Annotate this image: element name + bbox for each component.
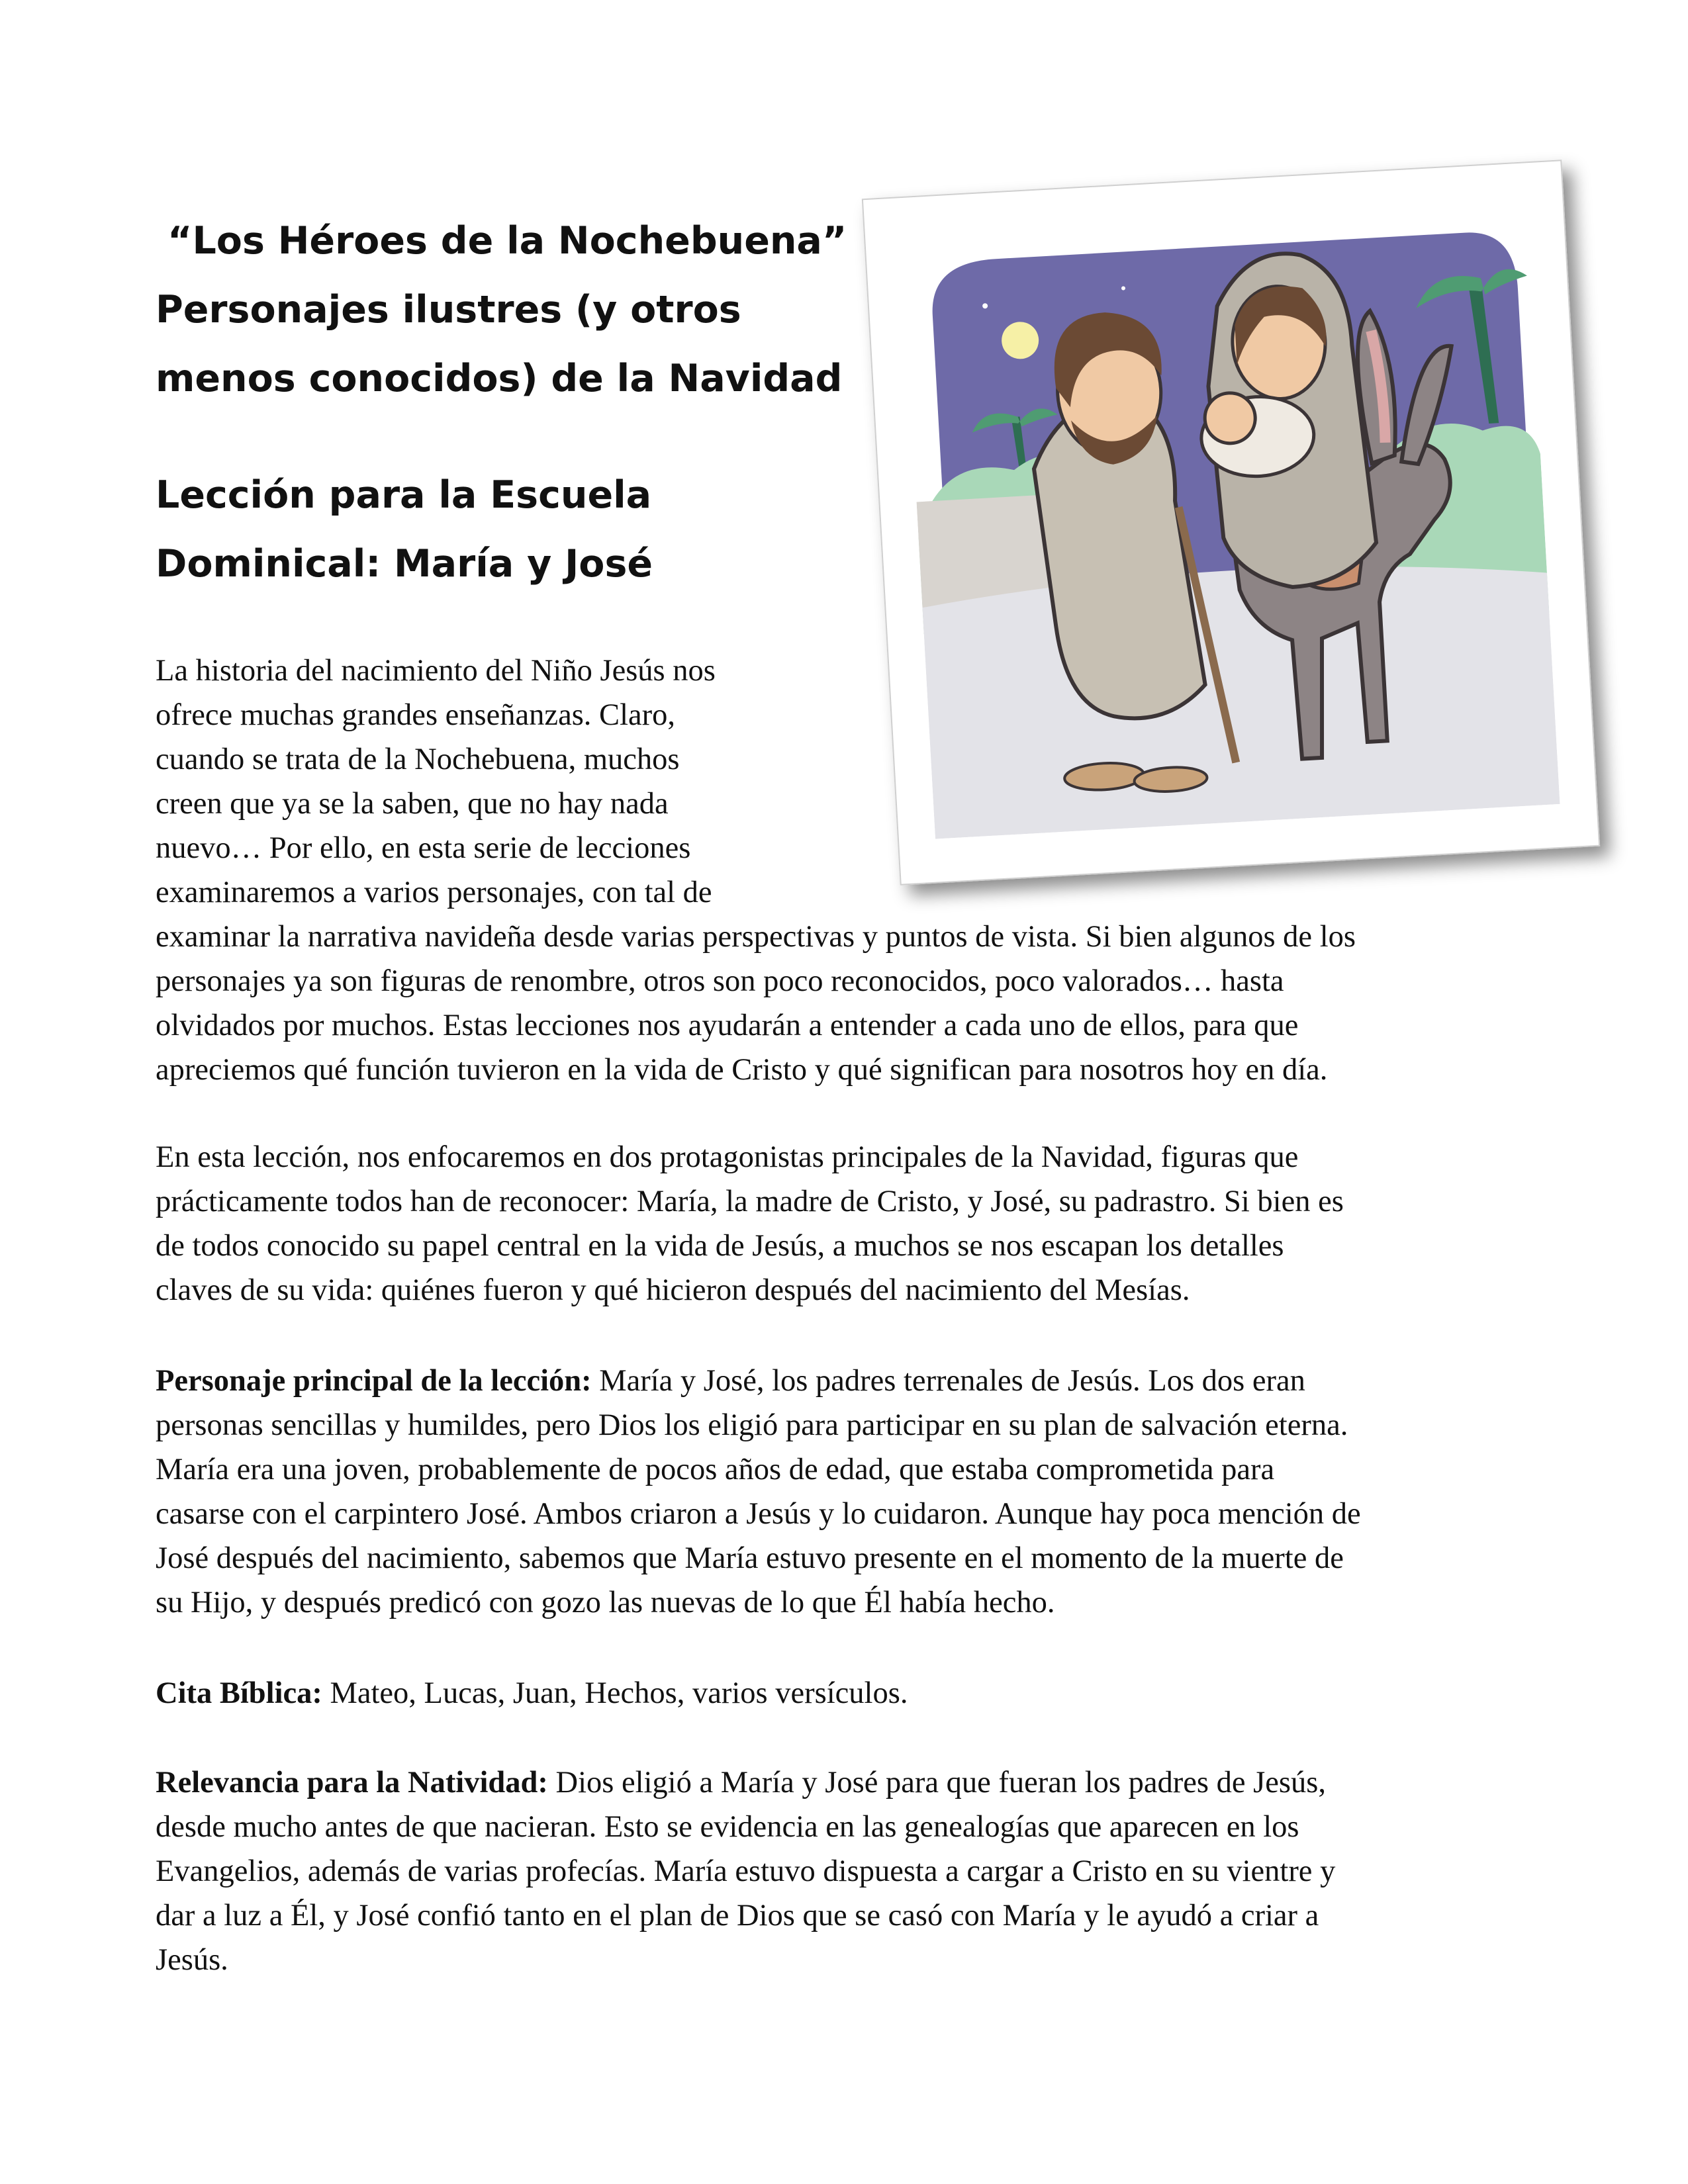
text-line: Evangelios, además de varias profecías. María estuvo dispuesta a cargar a Cristo en su vientre y (156, 1854, 1336, 1888)
text-line: nuevo… Por ello, en esta serie de lecciones (156, 831, 691, 865)
cita-label: Cita Bíblica: (156, 1676, 322, 1710)
personaje-paragraph (156, 1359, 1539, 1625)
cita-text: Mateo, Lucas, Juan, Hechos, varios versículos. (322, 1676, 908, 1710)
text-line: examinaremos a varios personajes, con tal de (156, 876, 712, 909)
relevancia-paragraph (156, 1760, 1539, 1982)
text-line: de todos conocido su papel central en la vida de Jesús, a muchos se nos escapan los detalles (156, 1229, 1284, 1263)
text-line: personas sencillas y humildes, pero Dios los eligió para participar en su plan de salvación eterna. (156, 1408, 1348, 1442)
text-line: apreciemos qué función tuvieron en la vida de Cristo y qué significan para nosotros hoy en día. (156, 1053, 1328, 1087)
text-line: examinar la narrativa navideña desde varias perspectivas y puntos de vista. Si bien algunos de los (156, 920, 1356, 954)
intro-paragraph (156, 649, 1539, 1092)
text-line (156, 1671, 1539, 1715)
text-line: En esta lección, nos enfocaremos en dos protagonistas principales de la Navidad, figuras que (156, 1140, 1299, 1174)
text-line: creen que ya se la saben, que no hay nada (156, 787, 669, 821)
text-line: cuando se trata de la Nochebuena, muchos (156, 743, 680, 776)
text-line: desde mucho antes de que nacieran. Esto se evidencia en las genealogías que aparecen en los (156, 1810, 1299, 1844)
text-line (156, 1760, 1539, 1805)
lesson-subtitle (156, 461, 851, 598)
text-line: casarse con el carpintero José. Ambos criaron a Jesús y lo cuidaron. Aunque hay poca mención de (156, 1497, 1361, 1531)
title-line: menos conocidos) de la Navidad (156, 357, 843, 400)
text-line: claves de su vida: quiénes fueron y qué hicieron después del nacimiento del Mesías. (156, 1273, 1190, 1307)
text-line: José después del nacimiento, sabemos que María estuvo presente en el momento de la muerte de (156, 1541, 1344, 1575)
relevancia-label: Relevancia para la Natividad: (156, 1766, 548, 1799)
subtitle-line: Lección para la Escuela (156, 473, 652, 517)
text-line: La historia del nacimiento del Niño Jesús nos (156, 654, 716, 688)
text-line (156, 1359, 1539, 1403)
personaje-label: Personaje principal de la lección: (156, 1364, 592, 1398)
text-line: dar a luz a Él, y José confió tanto en el plan de Dios que se casó con María y le ayudó a criar a (156, 1899, 1319, 1933)
text-line: ofrece muchas grandes enseñanzas. Claro, (156, 698, 675, 732)
text-line: prácticamente todos han de reconocer: María, la madre de Cristo, y José, su padrastro. Si bien es (156, 1185, 1344, 1218)
title-line: Personajes ilustres (y otros (156, 288, 741, 332)
page-title (156, 206, 851, 413)
personaje-text: María y José, los padres terrenales de Jesús. Los dos eran (591, 1364, 1305, 1398)
text-line: María era una joven, probablemente de pocos años de edad, que estaba comprometida para (156, 1453, 1275, 1486)
text-line: su Hijo, y después predicó con gozo las nuevas de lo que Él había hecho. (156, 1586, 1055, 1619)
relevancia-text: Dios eligió a María y José para que fueran los padres de Jesús, (547, 1766, 1326, 1799)
text-line: olvidados por muchos. Estas lecciones nos ayudarán a entender a cada uno de ellos, para que (156, 1009, 1299, 1042)
subtitle-line: Dominical: María y José (156, 542, 653, 586)
text-line: personajes ya son figuras de renombre, otros son poco reconocidos, poco valorados… hasta (156, 964, 1284, 998)
focus-paragraph (156, 1135, 1539, 1312)
cita-paragraph (156, 1671, 1539, 1715)
text-line: Jesús. (156, 1943, 228, 1977)
title-line: “Los Héroes de la Nochebuena” (167, 219, 847, 263)
